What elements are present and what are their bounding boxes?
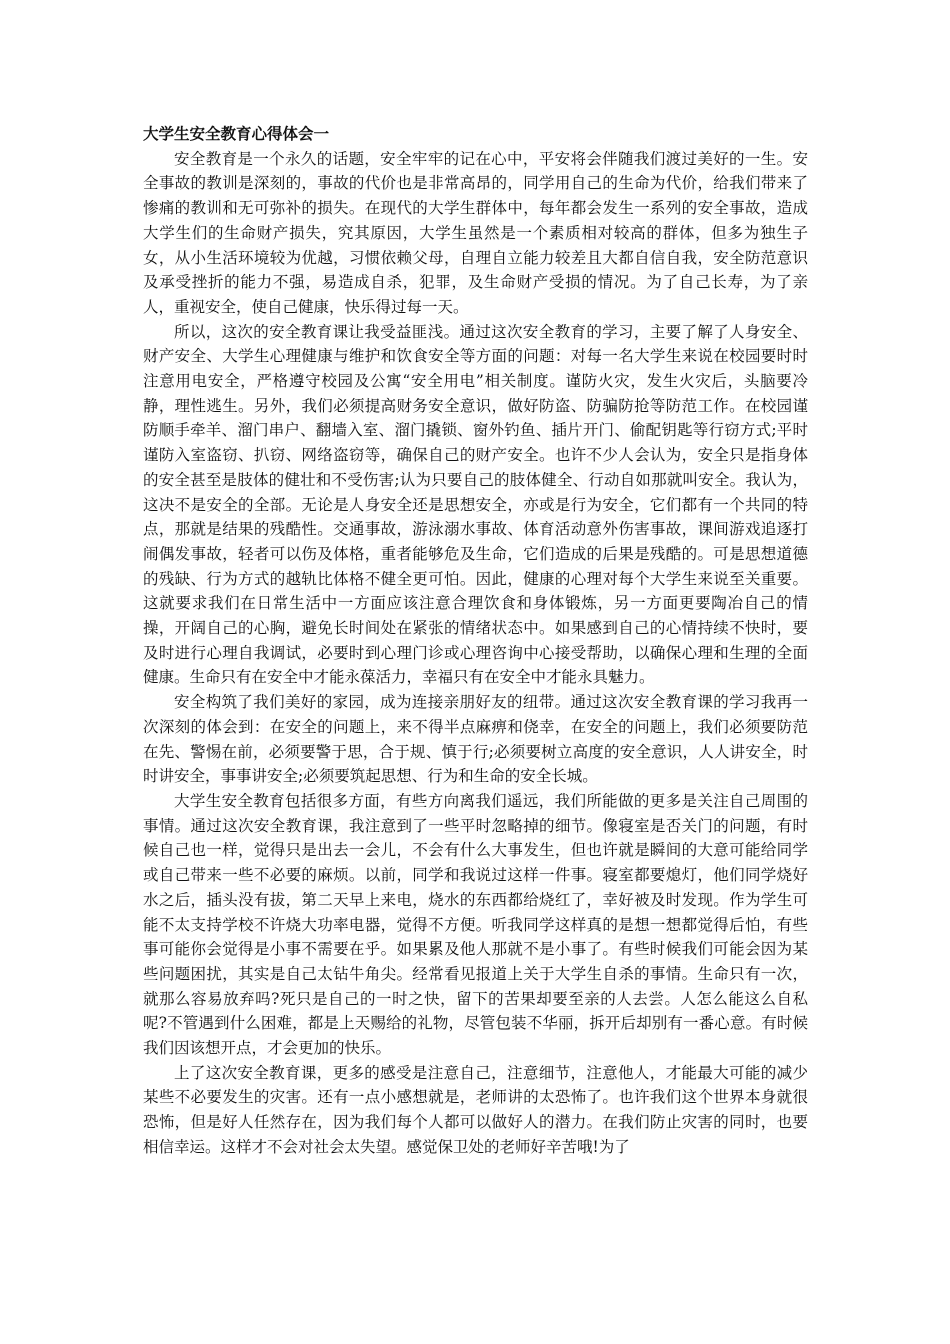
paragraph-3: 安全构筑了我们美好的家园，成为连接亲朋好友的纽带。通过这次安全教育课的学习我再一次深刻的体会到：在安全的问题上，来不得半点麻痹和侥幸，在安全的问题上，我们必须要防范在先、警惕在前，必须要警于思，合于规、慎于行;必须要树立高度的安全意识，人人讲安全，时时讲安全，事事讲安全;必须要筑起思想、行为和生命的安全长城。 [143,693,808,786]
paragraph-4: 大学生安全教育包括很多方面，有些方向离我们遥远，我们所能做的更多是关注自己周围的事情。通过这次安全教育课，我注意到了一些平时忽略掉的细节。像寝室是否关门的问题，有时候自己也一样，觉得只是出去一会儿，不会有什么大事发生，但也许就是瞬间的大意可能给同学或自己带来一些不必要的麻烦。以前，同学和我说过这样一件事。寝室都要熄灯，他们同学烧好水之后，插头没有拔，第二天早上来电，烧水的东西都给烧红了，幸好被及时发现。作为学生可能不太支持学校不许烧大功率电器，觉得不方便。听我同学这样真的是想一想都觉得后怕，有些事可能你会觉得是小事不需要在乎。如果累及他人那就不是小事了。有些时候我们可能会因为某些问题困扰，其实是自己太钻牛角尖。经常看见报道上关于大学生自杀的事情。生命只有一次，就那么容易放弃吗?死只是自己的一时之快，留下的苦果却要至亲的人去尝。人怎么能这么自私呢?不管遇到什么困难，都是上天赐给的礼物，尽管包装不华丽，拆开后却别有一番心意。有时候我们因该想开点，才会更加的快乐。 [143,791,808,1058]
document-page [143,122,808,1160]
paragraph-1: 安全教育是一个永久的话题，安全牢牢的记在心中，平安将会伴随我们渡过美好的一生。安全事故的教训是深刻的，事故的代价也是非常高昂的，同学用自己的生命为代价，给我们带来了惨痛的教训和无可弥补的损失。在现代的大学生群体中，每年都会发生一系列的安全事故，造成大学生们的生命财产损失，究其原因，大学生虽然是一个素质相对较高的群体，但多为独生子女，从小生活环境较为优越，习惯依赖父母，自理自立能力较差且大都自信自我，安全防范意识及承受挫折的能力不强，易造成自杀，犯罪，及生命财产受损的情况。为了自己长寿，为了亲人，重视安全，使自己健康，快乐得过每一天。 [143,149,808,316]
paragraph-5: 上了这次安全教育课，更多的感受是注意自己，注意细节，注意他人，才能最大可能的减少某些不必要发生的灾害。还有一点小感想就是，老师讲的太恐怖了。也许我们这个世界本身就很恐怖，但是好人任然存在，因为我们每个人都可以做好人的潜力。在我们防止灾害的同时，也要相信幸运。这样才不会对社会太失望。感觉保卫处的老师好辛苦哦!为了 [143,1063,808,1156]
document-title: 大学生安全教育心得体会一 [143,125,330,143]
paragraph-2: 所以，这次的安全教育课让我受益匪浅。通过这次安全教育的学习，主要了解了人身安全、财产安全、大学生心理健康与维护和饮食安全等方面的问题：对每一名大学生来说在校园要时时注意用电安全，严格遵守校园及公寓“安全用电”相关制度。谨防火灾，发生火灾后，头脑要冷静，理性逃生。另外，我们必须提高财务安全意识，做好防盗、防骗防抢等防范工作。在校园谨防顺手牵羊、溜门串户、翻墙入室、溜门撬锁、窗外钓鱼、插片开门、偷配钥匙等行窃方式;平时谨防入室盗窃、扒窃、网络盗窃等，确保自己的财产安全。也许不少人会认为，安全只是指身体的安全甚至是肢体的健壮和不受伤害;认为只要自己的肢体健全、行动自如那就叫安全。我认为，这决不是安全的全部。无论是人身安全还是思想安全，亦或是行为安全，它们都有一个共同的特点，那就是结果的残酷性。交通事故，游泳溺水事故、体育活动意外伤害事故，课间游戏追逐打闹偶发事故，轻者可以伤及体格，重者能够危及生命，它们造成的后果是残酷的。可是思想道德的残缺、行为方式的越轨比体格不健全更可怕。因此，健康的心理对每个大学生来说至关重要。这就要求我们在日常生活中一方面应该注意合理饮食和身体锻炼，另一方面更要陶冶自己的情操，开阔自己的心胸，避免长时间处在紧张的情绪状态中。如果感到自己的心情持续不快时，要及时进行心理自我调试，必要时到心理门诊或心理咨询中心接受帮助，以确保心理和生理的全面健康。生命只有在安全中才能永葆活力，幸福只有在安全中才能永具魅力。 [143,322,808,687]
